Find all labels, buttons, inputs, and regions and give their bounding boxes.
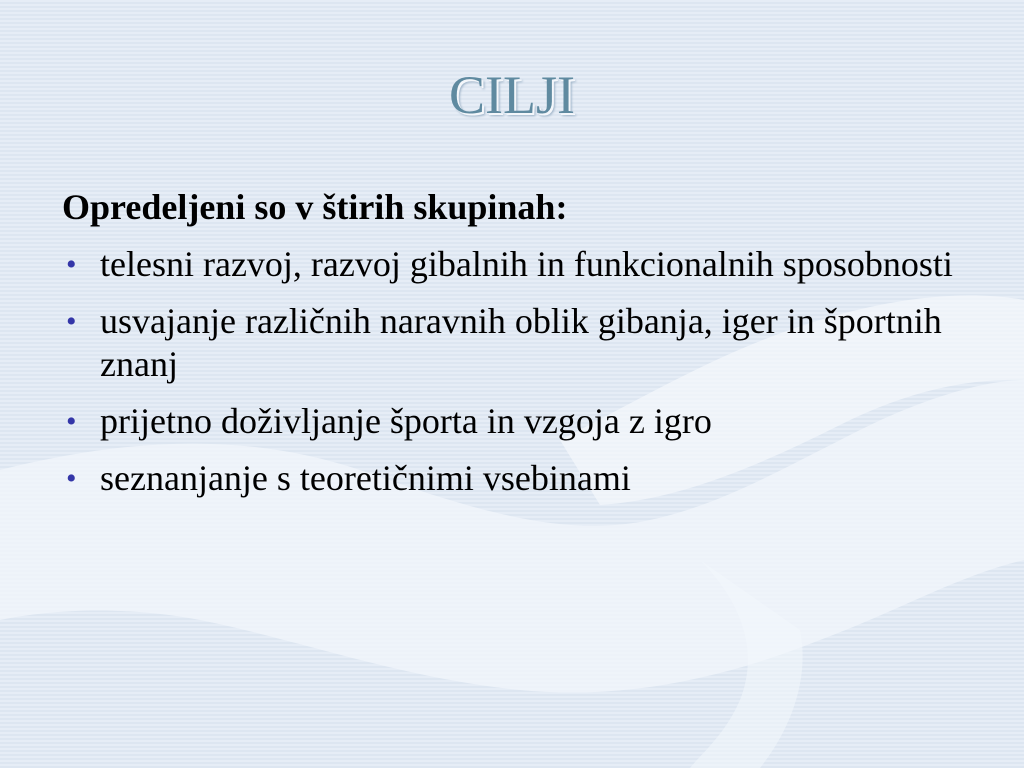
slide-body — [62, 186, 982, 514]
list-item — [62, 457, 982, 500]
lead-text: Opredeljeni so v štirih skupinah: — [62, 187, 568, 227]
list-item-text: prijetno doživljanje športa in vzgoja z igro — [100, 401, 712, 441]
list-item — [62, 243, 982, 286]
list-item-text: telesni razvoj, razvoj gibalnih in funkcionalnih sposobnosti — [100, 244, 953, 284]
list-item — [62, 400, 982, 443]
goals-list — [62, 243, 982, 500]
list-item-text: usvajanje različnih naravnih oblik gibanja, iger in športnih znanj — [100, 301, 942, 384]
bullet-icon: • — [66, 305, 77, 338]
bullet-icon: • — [66, 462, 77, 495]
bullet-icon: • — [66, 405, 77, 438]
list-item-text: seznanjanje s teoretičnimi vsebinami — [100, 458, 631, 498]
bullet-icon: • — [66, 248, 77, 281]
list-item — [62, 300, 982, 386]
slide-title: CILJI — [449, 65, 575, 125]
